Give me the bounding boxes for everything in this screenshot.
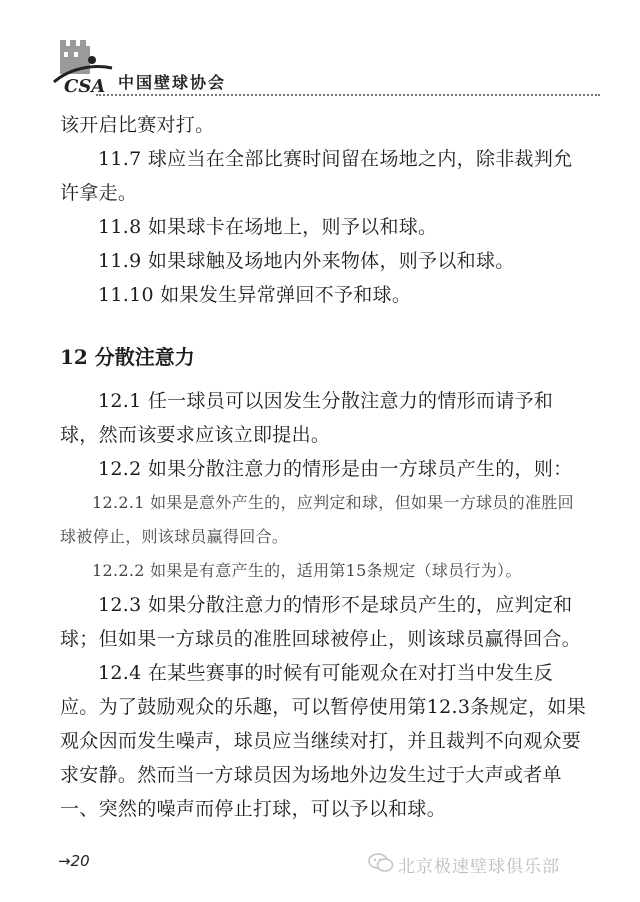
paragraph-continuation: 该开启比赛对打。 <box>60 114 215 136</box>
rule-12-2-2: 12.2.2 如果是有意产生的，适用第15条规定（球员行为）。 <box>92 561 522 580</box>
section-heading: 12 分散注意力 <box>60 345 195 369</box>
rule-12-3: 12.3 如果分散注意力的情形不是球员产生的，应判定和球；但如果一方球员的准胜回球被停止，则该球员赢得回合。 <box>60 594 582 650</box>
header-rule <box>96 94 600 96</box>
rule-12-4: 12.4 在某些赛事的时候有可能观众在对打当中发生反应。为了鼓励观众的乐趣，可以暂停使用第12.3条规定，如果观众因而发生噪声，球员应当继续对打，并且裁判不向观众要求安静。然而当一方球员因为场地外边发生过于大声或者单一、突然的噪声而停止打球，可以予以和球。 <box>60 662 587 820</box>
rule-11-7: 11.7 球应当在全部比赛时间留在场地之内，除非裁判允许拿走。 <box>60 148 573 204</box>
rule-12-2: 12.2 如果分散注意力的情形是由一方球员产生的，则： <box>98 458 573 480</box>
page-number: →20 <box>58 852 90 870</box>
logo-letters: CSA <box>64 76 106 94</box>
watermark-text: 北京极速壁球俱乐部 <box>398 857 560 877</box>
page-header <box>0 0 640 100</box>
rule-12-2-1: 12.2.1 如果是意外产生的，应判定和球，但如果一方球员的准胜回球被停止，则该球员赢得回合。 <box>60 493 574 546</box>
wechat-icon <box>368 852 394 874</box>
document-body <box>60 108 590 826</box>
rule-11-9: 11.9 如果球触及场地内外来物体，则予以和球。 <box>98 250 515 272</box>
rule-11-10: 11.10 如果发生异常弹回不予和球。 <box>98 284 412 306</box>
rule-11-8: 11.8 如果球卡在场地上，则予以和球。 <box>98 216 438 238</box>
org-name: 中国壁球协会 <box>118 73 227 92</box>
csa-logo-icon <box>50 38 116 94</box>
rule-12-1: 12.1 任一球员可以因发生分散注意力的情形而请予和球，然而该要求应该立即提出。 <box>60 390 554 446</box>
